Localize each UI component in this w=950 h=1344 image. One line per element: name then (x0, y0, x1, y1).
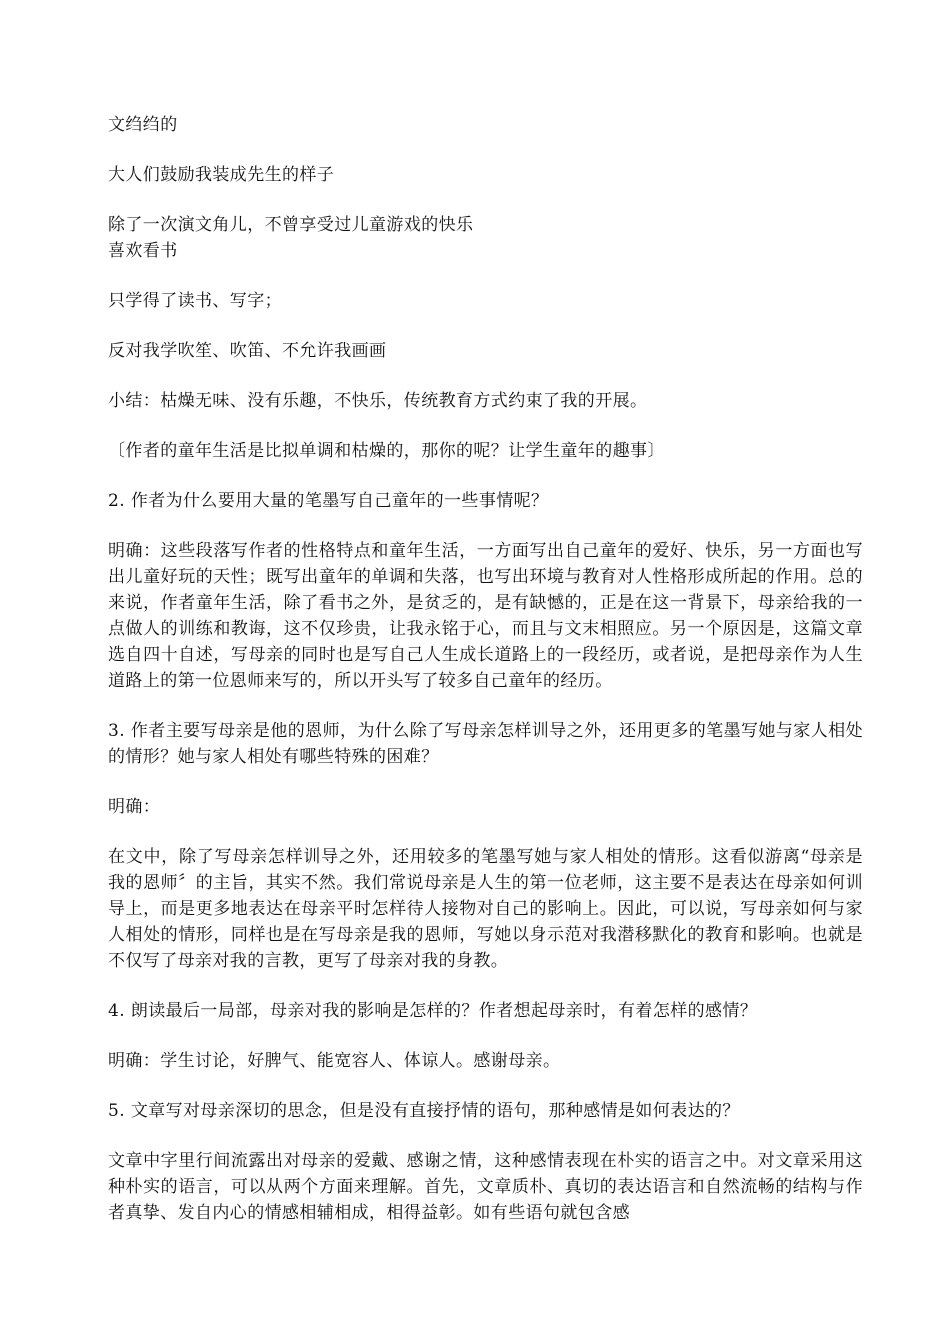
paragraph-4: 喜欢看书 (108, 241, 178, 261)
answer-2: 明确：这些段落写作者的性格特点和童年生活，一方面写出自己童年的爱好、快乐，另一方面也写出儿童好玩的天性；既写出童年的单调和失落，也写出环境与教育对人性格形成所起的作用。总的来说，作者童年生活，除了看书之外，是贫乏的，是有缺憾的，正是在这一背景下，母亲给我的一点做人的训练和教诲，这不仅珍贵，让我永铭于心，而且与文末相照应。另一个原因是，这篇文章选自四十自述，写母亲的同时也是写自己人生成长道路上的一段经历，或者说，是把母亲作为人生道路上的第一位恩师来写的，所以开头写了较多自己童年的经历。 (108, 541, 863, 691)
question-2: 2. 作者为什么要用大量的笔墨写自己童年的一些事情呢？ (108, 491, 549, 511)
answer-3-label: 明确： (108, 797, 161, 817)
question-3: 3. 作者主要写母亲是他的恩师，为什么除了写母亲怎样训导之外，还用更多的笔墨写她与家人相处的情形？她与家人相处有哪些特殊的困难？ (108, 721, 863, 767)
answer-5: 文章中字里行间流露出对母亲的爱戴、感谢之情，这种感情表现在朴实的语言之中。对文章采用这种朴实的语言，可以从两个方面来理解。首先，文章质朴、真切的表达语言和自然流畅的结构与作者真挚、发自内心的情感相辅相成，相得益彰。如有些语句就包含感 (108, 1151, 863, 1223)
paragraph-8-note: 〔作者的童年生活是比拟单调和枯燥的，那你的呢？让学生童年的趣事〕 (108, 441, 665, 461)
question-5: 5. 文章写对母亲深切的思念，但是没有直接抒情的语句，那种感情是如何表达的？ (108, 1101, 740, 1121)
paragraph-1: 文绉绉的 (108, 115, 178, 135)
answer-3: 在文中，除了写母亲怎样训导之外，还用较多的笔墨写她与家人相处的情形。这看似游离“母亲是我的恩师〞的主旨，其实不然。我们常说母亲是人生的第一位老师，这主要不是表达在母亲如何训导上，而是更多地表达在母亲平时怎样待人接物对自己的影响上。因此，可以说，写母亲如何与家人相处的情形，同样也是在写母亲是我的恩师，写她以身示范对我潜移默化的教育和影响。也就是不仅写了母亲对我的言教，更写了母亲对我的身教。 (108, 847, 863, 971)
paragraph-3: 除了一次演文角儿，不曾享受过儿童游戏的快乐 (108, 215, 474, 235)
document-body (108, 112, 863, 1226)
paragraph-5: 只学得了读书、写字； (108, 291, 282, 311)
paragraph-6: 反对我学吹笙、吹笛、不允许我画画 (108, 341, 387, 361)
paragraph-2: 大人们鼓励我装成先生的样子 (108, 165, 335, 185)
paragraph-7-summary: 小结：枯燥无味、没有乐趣，不快乐，传统教育方式约束了我的开展。 (108, 391, 648, 411)
question-4: 4. 朗读最后一局部，母亲对我的影响是怎样的？作者想起母亲时，有着怎样的感情？ (108, 1001, 758, 1021)
answer-4: 明确：学生讨论，好脾气、能宽容人、体谅人。感谢母亲。 (108, 1051, 561, 1071)
